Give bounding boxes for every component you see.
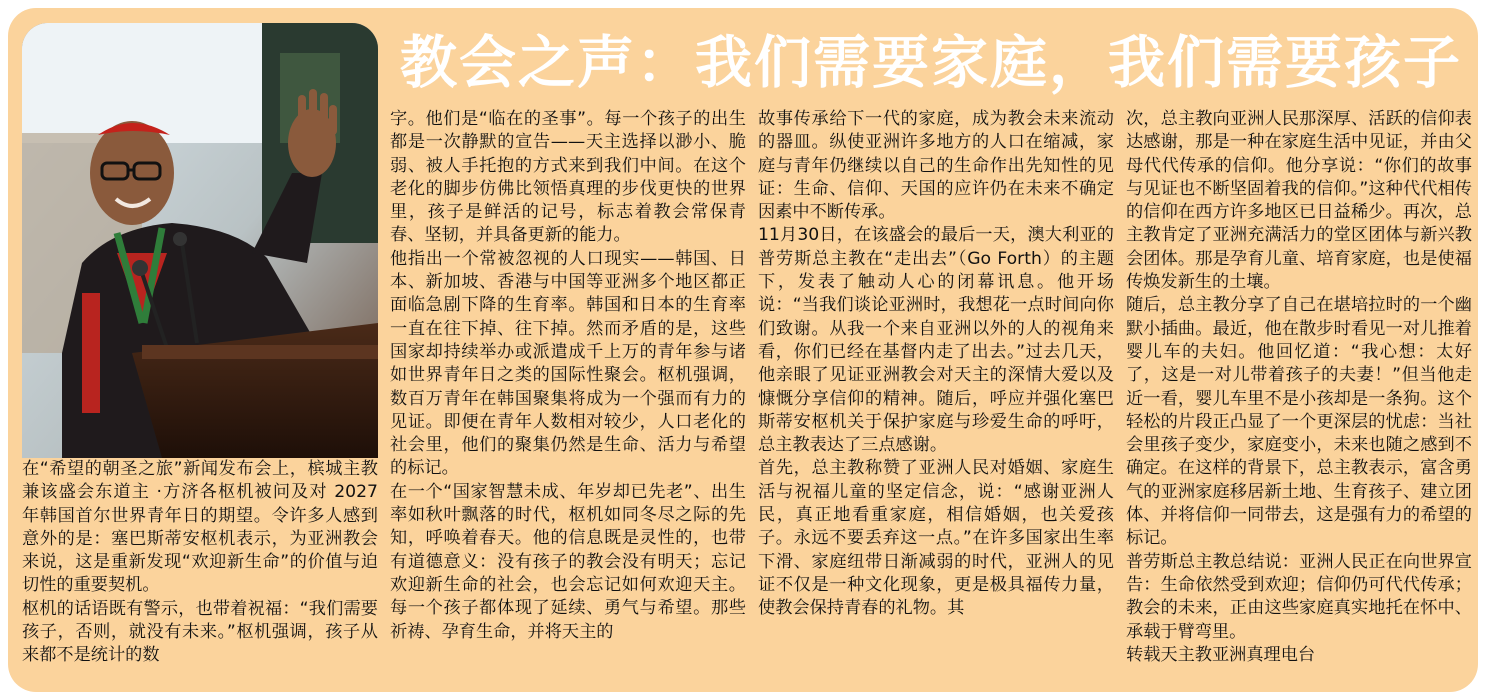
paragraph: 字。他们是“临在的圣事”。每一个孩子的出生都是一次静默的宣告——天主选择以渺小、脆弱、被人手托抱的方式来到我们中间。在这个老化的脚步仿佛比领悟真理的步伐更快的世界里，孩子是鲜活的记号，标志着教会常保青春、坚韧，并具备更新的能力。 — [390, 109, 746, 246]
paragraph: 首先，总主教称赞了亚洲人民对婚姻、家庭生活与祝福儿童的坚定信念，说：“感谢亚洲人民，真正地看重家庭，相信婚姻，也关爱孩子。永远不要丢弃这一点。”在许多国家出生率下滑、家庭纽带日渐减弱的时代，亚洲人的见证不仅是一种文化现象，更是极具福传力量，使教会保持青春的礼物。其 — [758, 458, 1114, 619]
paragraph: 枢机的话语既有警示，也带着祝福：“我们需要孩子，否则，就没有未来。”枢机强调，孩子从来都不是统计的数 — [22, 598, 378, 666]
paragraph: 随后，总主教分享了自己在堪培拉时的一个幽默小插曲。最近，他在散步时看见一对儿推着婴儿车的夫妇。他回忆道：“我心想：太好了，这是一对儿带着孩子的夫妻！”但当他走近一看，婴儿车里不是小孩却是一条狗。这个轻松的片段正凸显了一个更深层的忧虑：当社会里孩子变少，家庭变小，未来也随之感到不确定。在这样的背景下，总主教表示，富含勇气的亚洲家庭移居新土地、生育孩子、建立团体、并将信仰一同带去，这是强有力的希望的标记。 — [1126, 295, 1472, 549]
paragraph: 11月30日，在该盛会的最后一天，澳大利亚的普劳斯总主教在“走出去”（Go Forth）的主题下，发表了触动人心的闭幕讯息。他开场说：“当我们谈论亚洲时，我想花一点时间向你们致谢。从我一个来自亚洲以外的人的视角来看，你们已经在基督内走了出去。”过去几天，他亲眼了见证亚洲教会对天主的深情大爱以及慷慨分享信仰的精神。随后，呼应并强化塞巴斯蒂安枢机关于保护家庭与珍爱生命的呼吁，总主教表达了三点感谢。 — [758, 225, 1114, 456]
article-column-2 — [390, 108, 746, 686]
paragraph: 次，总主教向亚洲人民那深厚、活跃的信仰表达感谢，那是一种在家庭生活中见证，并由父母代代传承的信仰。他分享说：“你们的故事与见证也不断坚固着我的信仰。”这种代代相传的信仰在西方许多地区已日益稀少。再次，总主教肯定了亚洲充满活力的堂区团体与新兴教会团体。那是孕育儿童、培育家庭，也是使福传焕发新生的土壤。 — [1126, 109, 1472, 293]
article-title: 教会之声：我们需要家庭，我们需要孩子 — [400, 30, 1462, 96]
article-panel — [8, 8, 1478, 692]
paragraph: 在一个“国家智慧未成、年岁却已先老”、出生率如秋叶飘落的时代，枢机如同冬尽之际的先知，呼唤着春天。他的信息既是灵性的，也带有道德意义：没有孩子的教会没有明天；忘记欢迎新生命的社会，也会忘记如何欢迎天主。每一个孩子都体现了延续、勇气与希望。那些祈祷、孕育生命，并将天主的 — [390, 481, 746, 642]
paragraph: 在“希望的朝圣之旅”新闻发布会上，槟城主教兼该盛会东道主 ·方济各枢机被问及对 2027 年韩国首尔世界青年日的期望。令许多人感到意外的是：塞巴斯蒂安枢机表示，为亚洲教会来说，这是重新发现“欢迎新生命”的价值与迫切性的重要契机。 — [22, 459, 378, 596]
article-photo — [22, 23, 378, 458]
article-column-1 — [22, 458, 378, 686]
paragraph: 他指出一个常被忽视的人口现实——韩国、日本、新加坡、香港与中国等亚洲多个地区都正面临急剧下降的生育率。韩国和日本的生育率一直在往下掉、往下掉。然而矛盾的是，这些国家却持续举办或派遣成千上万的青年参与诸如世界青年日之类的国际性聚会。枢机强调，数百万青年在韩国聚集将成为一个强而有力的见证。即便在青年人数相对较少，人口老化的社会里，他们的聚集仍然是生命、活力与希望的标记。 — [390, 248, 746, 479]
article-column-3 — [758, 108, 1114, 686]
source-credit: 转载天主教亚洲真理电台 — [1126, 644, 1316, 665]
paragraph: 普劳斯总主教总结说：亚洲人民正在向世界宣告：生命依然受到欢迎；信仰仍可代代传承；教会的未来，正由这些家庭真实地托在怀中、承载于臂弯里。 — [1126, 551, 1472, 642]
paragraph: 故事传承给下一代的家庭，成为教会未来流动的器皿。纵使亚洲许多地方的人口在缩减，家庭与青年仍继续以自己的生命作出先知性的见证：生命、信仰、天国的应许仍在未来不确定因素中不断传承。 — [758, 109, 1114, 223]
cardinal-photo-illustration — [22, 23, 378, 458]
article-column-4 — [1126, 108, 1472, 686]
